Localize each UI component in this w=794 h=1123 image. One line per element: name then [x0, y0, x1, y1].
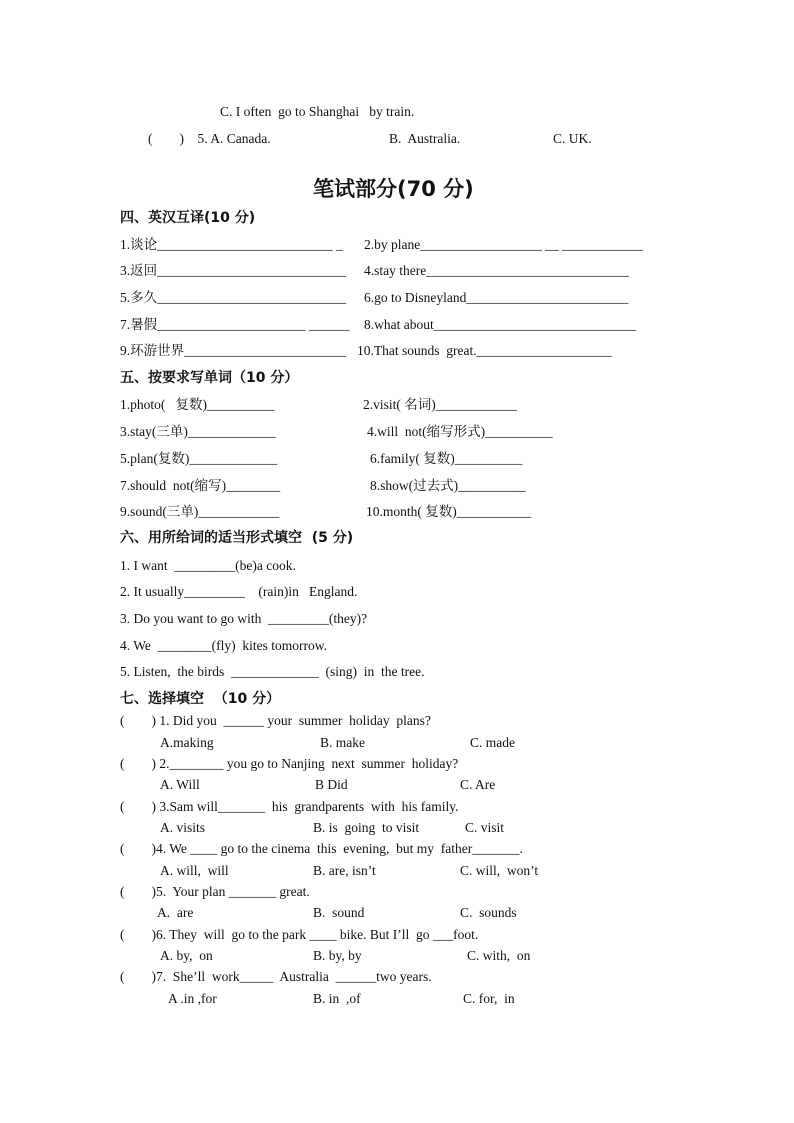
s5-item-right: 10.month( 复数)___________ — [366, 504, 531, 519]
s5-item-right: 2.visit( 名词)____________ — [363, 397, 517, 412]
s5-item-left: 3.stay(三单)_____________ — [120, 424, 276, 439]
s7-question: ( ) 2.________ you go to Nanjing next summer holiday? — [120, 756, 459, 771]
s7-question: ( )5. Your plan _______ great. — [120, 884, 310, 899]
s7-option-a: A.making — [160, 735, 214, 750]
s4-item-left: 1.谈论__________________________ _ — [120, 237, 343, 252]
s6-item: 2. It usually_________ (rain)in England. — [120, 584, 358, 599]
s4-item-right: 4.stay there______________________________ — [364, 263, 629, 278]
s5-item-left: 9.sound(三单)____________ — [120, 504, 280, 519]
s7-option-c: C. for, in — [463, 991, 515, 1006]
s7-question: ( ) 3.Sam will_______ his grandparents with his family. — [120, 799, 459, 814]
s7-option-b: B. is going to visit — [313, 820, 420, 835]
s7-option-c: C. made — [470, 735, 515, 750]
s7-question: ( )4. We ____ go to the cinema this evening, but my father_______. — [120, 841, 523, 856]
s7-option-a: A. Will — [160, 777, 200, 792]
s4-item-left: 5.多久____________________________ — [120, 290, 347, 305]
s5-item-right: 6.family( 复数)__________ — [370, 451, 523, 466]
s4-item-left: 9.环游世界________________________ — [120, 343, 347, 358]
s6-item: 1. I want _________(be)a cook. — [120, 558, 296, 573]
q5-option-b: B. Australia. — [389, 131, 461, 146]
s7-option-b: B. sound — [313, 905, 365, 920]
q5-option-c: C. UK. — [553, 131, 592, 146]
s7-option-b: B Did — [315, 777, 348, 792]
s4-item-right: 8.what about______________________________ — [364, 317, 637, 332]
s4-item-right: 2.by plane__________________ __ ____________ — [364, 237, 643, 252]
s7-question: ( )7. She’ll work_____ Australia ______two years. — [120, 969, 432, 984]
s4-item-right: 10.That sounds great.____________________ — [357, 343, 612, 358]
s5-item-right: 8.show(过去式)__________ — [370, 478, 526, 493]
s5-item-left: 7.should not(缩写)________ — [120, 478, 281, 493]
s7-option-b: B. in ,of — [313, 991, 361, 1006]
s7-option-a: A. visits — [160, 820, 206, 835]
s7-question: ( ) 1. Did you ______ your summer holiday plans? — [120, 713, 431, 728]
s7-option-a: A. by, on — [160, 948, 213, 963]
s7-option-b: B. by, by — [313, 948, 362, 963]
s7-option-b: B. make — [320, 735, 365, 750]
q4-option-c: C. I often go to Shanghai by train. — [220, 104, 415, 119]
s6-item: 5. Listen, the birds _____________ (sing) in the tree. — [120, 664, 425, 679]
section4-heading: 四、英汉互译(10 分) — [120, 210, 256, 226]
s5-item-right: 4.will not(缩写形式)__________ — [367, 424, 553, 439]
section5-heading: 五、按要求写单词（10 分） — [120, 370, 299, 386]
s6-item: 4. We ________(fly) kites tomorrow. — [120, 638, 328, 653]
s7-option-c: C. with, on — [467, 948, 531, 963]
s7-option-c: C. sounds — [460, 905, 517, 920]
section6-heading: 六、用所给词的适当形式填空 (5 分) — [120, 530, 354, 546]
s7-option-a: A. will, will — [160, 863, 229, 878]
s4-item-right: 6.go to Disneyland________________________ — [364, 290, 629, 305]
s4-item-left: 7.暑假______________________ ______ — [120, 317, 350, 332]
s5-item-left: 1.photo( 复数)__________ — [120, 397, 275, 412]
s7-option-a: A. are — [157, 905, 194, 920]
s7-option-c: C. will, won’t — [460, 863, 539, 878]
written-part-title: 笔试部分(70 分) — [313, 177, 474, 201]
s6-item: 3. Do you want to go with _________(they)? — [120, 611, 368, 626]
s5-item-left: 5.plan(复数)_____________ — [120, 451, 278, 466]
s7-option-a: A .in ,for — [168, 991, 217, 1006]
section7-heading: 七、选择填空 （10 分） — [120, 691, 281, 707]
s7-option-c: C. Are — [460, 777, 496, 792]
s7-option-c: C. visit — [465, 820, 505, 835]
s7-option-b: B. are, isn’t — [313, 863, 376, 878]
s7-question: ( )6. They will go to the park ____ bike. But I’ll go ___foot. — [120, 927, 479, 942]
s4-item-left: 3.返回____________________________ — [120, 263, 347, 278]
q5-stem: ( ) 5. A. Canada. — [148, 131, 271, 146]
